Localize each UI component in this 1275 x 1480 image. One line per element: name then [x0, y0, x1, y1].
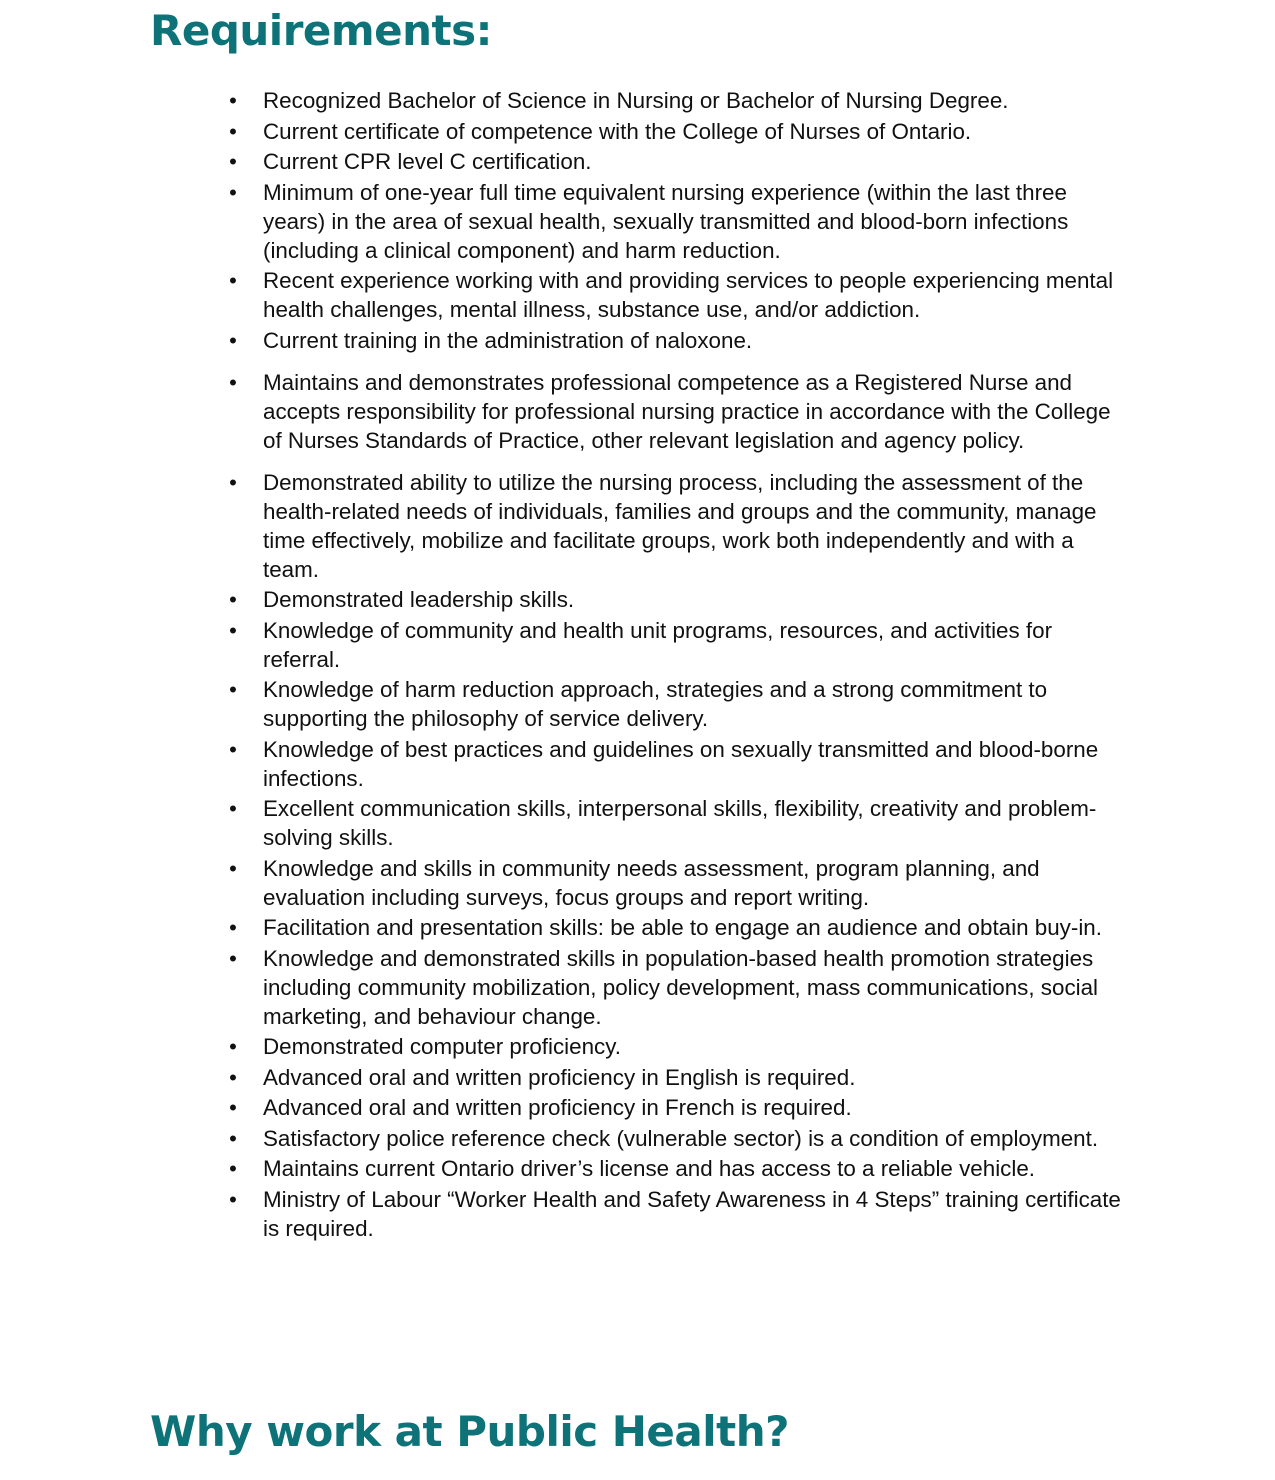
list-item [0, 735, 1133, 793]
list-item [0, 913, 1133, 942]
list-item [0, 675, 1133, 733]
list-item-text: Knowledge of best practices and guidelines on sexually transmitted and blood-borne infections. [263, 736, 1099, 791]
list-item [0, 1154, 1133, 1183]
list-item [0, 1124, 1133, 1153]
list-item-text: Demonstrated computer proficiency. [263, 1034, 621, 1059]
list-item-text: Excellent communication skills, interpersonal skills, flexibility, creativity and problem-solving skills. [263, 796, 1097, 850]
bullet-icon: • [229, 469, 237, 495]
list-item-text: Knowledge of community and health unit programs, resources, and activities for referral. [263, 617, 1053, 672]
bullet-icon: • [229, 617, 237, 643]
bullet-icon: • [229, 677, 237, 702]
list-item [0, 368, 1133, 455]
bullet-icon: • [229, 796, 237, 821]
list-item-text: Satisfactory police reference check (vulnerable sector) is a condition of employment. [263, 1125, 1099, 1151]
requirements-list [0, 86, 1275, 1244]
list-item-text: Demonstrated ability to utilize the nursing process, including the assessment of the health-related needs of individuals, families and groups and the community, manage time effectively, mobilize and facilitate groups, work both independently and with a team. [263, 469, 1097, 582]
bullet-icon: • [229, 1034, 237, 1059]
list-item [0, 854, 1133, 912]
list-item-text: Current training in the administration of naloxone. [263, 327, 753, 353]
list-item [0, 1185, 1133, 1243]
bullet-icon: • [229, 945, 237, 971]
why-work-heading: Why work at Public Health? [150, 1407, 789, 1456]
list-item [0, 178, 1133, 265]
bullet-icon: • [229, 1125, 237, 1151]
bullet-icon: • [229, 88, 237, 113]
list-item-text: Ministry of Labour “Worker Health and Safety Awareness in 4 Steps” training certificate is required. [263, 1186, 1121, 1241]
bullet-icon: • [229, 1064, 237, 1090]
list-item-text: Recognized Bachelor of Science in Nursing or Bachelor of Nursing Degree. [263, 88, 1009, 113]
list-item-text: Knowledge of harm reduction approach, strategies and a strong commitment to supporting the philosophy of service delivery. [263, 677, 1048, 731]
list-item [0, 1032, 1133, 1061]
list-item [0, 117, 1133, 146]
list-item-text: Minimum of one-year full time equivalent nursing experience (within the last three years) in the area of sexual health, sexually transmitted and blood-born infections (including a clinical component) and harm reduction. [263, 179, 1069, 263]
bullet-icon: • [229, 855, 237, 881]
list-item-text: Recent experience working with and providing services to people experiencing mental health challenges, mental illness, substance use, and/or addiction. [263, 268, 1114, 322]
bullet-icon: • [229, 149, 237, 174]
bullet-icon: • [229, 1156, 237, 1181]
list-item-text: Knowledge and skills in community needs assessment, program planning, and evaluation including surveys, focus groups and report writing. [263, 855, 1040, 910]
bullet-icon: • [229, 587, 237, 612]
list-item-text: Current CPR level C certification. [263, 149, 592, 174]
list-item [0, 86, 1133, 115]
bullet-icon: • [229, 179, 237, 205]
bullet-icon: • [229, 1186, 237, 1212]
list-item [0, 326, 1133, 355]
list-item [0, 585, 1133, 614]
list-item-text: Facilitation and presentation skills: be able to engage an audience and obtain buy-in. [263, 915, 1102, 940]
requirements-heading: Requirements: [150, 6, 492, 55]
bullet-icon: • [229, 1095, 237, 1120]
list-item-text: Advanced oral and written proficiency in French is required. [263, 1095, 852, 1120]
bullet-icon: • [229, 369, 237, 395]
list-item-text: Maintains and demonstrates professional competence as a Registered Nurse and accepts responsibility for professional nursing practice in accordance with the College of Nurses Standards of Practice, other relevant legislation and agency policy. [263, 369, 1111, 453]
list-item [0, 794, 1133, 852]
bullet-icon: • [229, 118, 237, 144]
bullet-icon: • [229, 736, 237, 762]
bullet-icon: • [229, 268, 237, 293]
bullet-icon: • [229, 915, 237, 940]
list-item [0, 468, 1133, 584]
list-item-text: Maintains current Ontario driver’s license and has access to a reliable vehicle. [263, 1156, 1036, 1181]
list-item [0, 1093, 1133, 1122]
list-item [0, 616, 1133, 674]
list-item-text: Knowledge and demonstrated skills in population-based health promotion strategies including community mobilization, policy development, mass communications, social marketing, and behaviour change. [263, 945, 1099, 1029]
list-item-text: Advanced oral and written proficiency in English is required. [263, 1064, 856, 1090]
bullet-icon: • [229, 327, 237, 353]
list-item [0, 147, 1133, 176]
list-item [0, 1063, 1133, 1092]
list-item-text: Current certificate of competence with the College of Nurses of Ontario. [263, 118, 972, 144]
list-item [0, 266, 1133, 324]
list-item-text: Demonstrated leadership skills. [263, 587, 575, 612]
list-item [0, 944, 1133, 1031]
